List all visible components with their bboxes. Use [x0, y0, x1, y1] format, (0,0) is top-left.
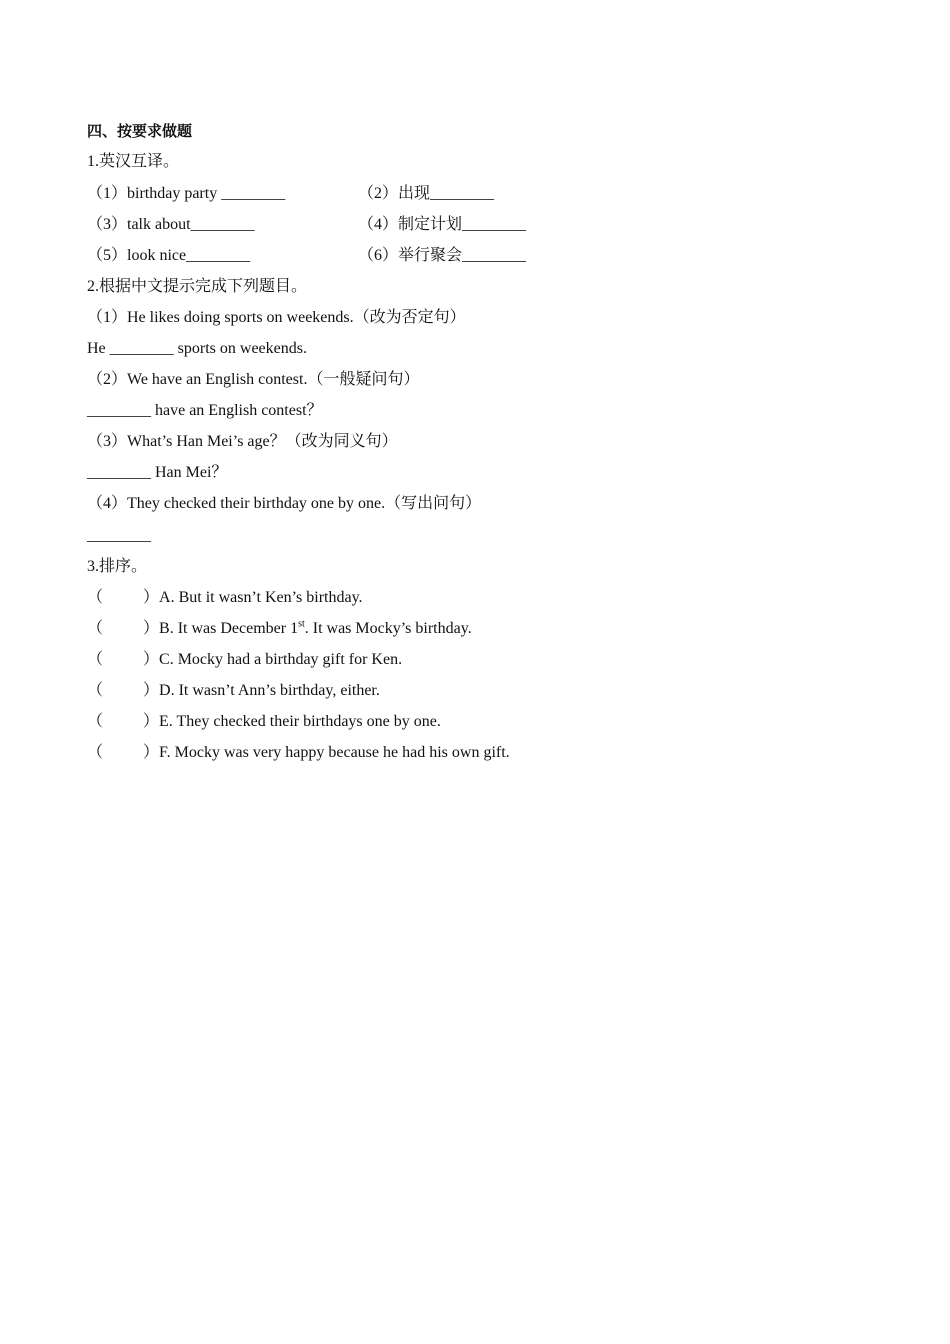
part1-item-1: （1）birthday party ________ [87, 185, 286, 202]
part2-question-1: （1）He likes doing sports on weekends.（改为否定句） [87, 309, 466, 326]
answer-bracket-close: ） [143, 589, 160, 606]
answer-bracket-close: ） [143, 744, 160, 761]
answer-bracket-open: （ [87, 620, 104, 637]
part3-item-f [87, 743, 510, 763]
answer-bracket-close: ） [143, 651, 160, 668]
part2-answer-3: ________ Han Mei？ [87, 464, 228, 481]
part3-item-d [87, 681, 380, 701]
answer-bracket-close: ） [143, 713, 160, 730]
part2-question-4: （4）They checked their birthday one by one.（写出问句） [87, 495, 482, 512]
part3-item-b [87, 619, 472, 639]
answer-bracket-open: （ [87, 682, 104, 699]
part3-item-a [87, 588, 363, 608]
part3-item-a-text: A. But it wasn’t Ken’s birthday. [159, 589, 363, 606]
part1-item-6: （6）举行聚会________ [358, 247, 527, 264]
part3-title: 3.排序。 [87, 558, 148, 575]
part3-item-e-text: E. They checked their birthdays one by one. [159, 713, 441, 730]
part3-item-d-text: D. It wasn’t Ann’s birthday, either. [159, 682, 380, 699]
answer-bracket-open: （ [87, 713, 104, 730]
part3-item-c [87, 650, 402, 670]
part3-item-e [87, 712, 441, 732]
part2-answer-2: ________ have an English contest？ [87, 402, 323, 419]
part2-answer-1: He ________ sports on weekends. [87, 340, 307, 357]
part2-title: 2.根据中文提示完成下列题目。 [87, 278, 308, 295]
answer-bracket-close: ） [143, 682, 160, 699]
answer-bracket-open: （ [87, 744, 104, 761]
answer-bracket-open: （ [87, 651, 104, 668]
part2-answer-4: ________ [87, 527, 151, 544]
part2-question-2: （2）We have an English contest.（一般疑问句） [87, 371, 420, 388]
part1-item-2: （2）出现________ [358, 185, 495, 202]
part2-question-3: （3）What’s Han Mei’s age？（改为同义句） [87, 433, 398, 450]
part1-item-5: （5）look nice________ [87, 247, 251, 264]
section-title: 四、按要求做题 [87, 122, 193, 140]
part1-title: 1.英汉互译。 [87, 153, 180, 170]
part3-item-b-text: B. It was December 1 [159, 620, 299, 637]
part3-item-b-rest: . It was Mocky’s birthday. [304, 620, 472, 637]
part1-item-4: （4）制定计划________ [358, 216, 527, 233]
part1-item-3: （3）talk about________ [87, 216, 255, 233]
answer-bracket-open: （ [87, 589, 104, 606]
part3-item-f-text: F. Mocky was very happy because he had his own gift. [159, 744, 510, 761]
part3-item-b-superscript: st [298, 618, 305, 630]
answer-bracket-close: ） [143, 620, 160, 637]
part3-item-c-text: C. Mocky had a birthday gift for Ken. [159, 651, 403, 668]
